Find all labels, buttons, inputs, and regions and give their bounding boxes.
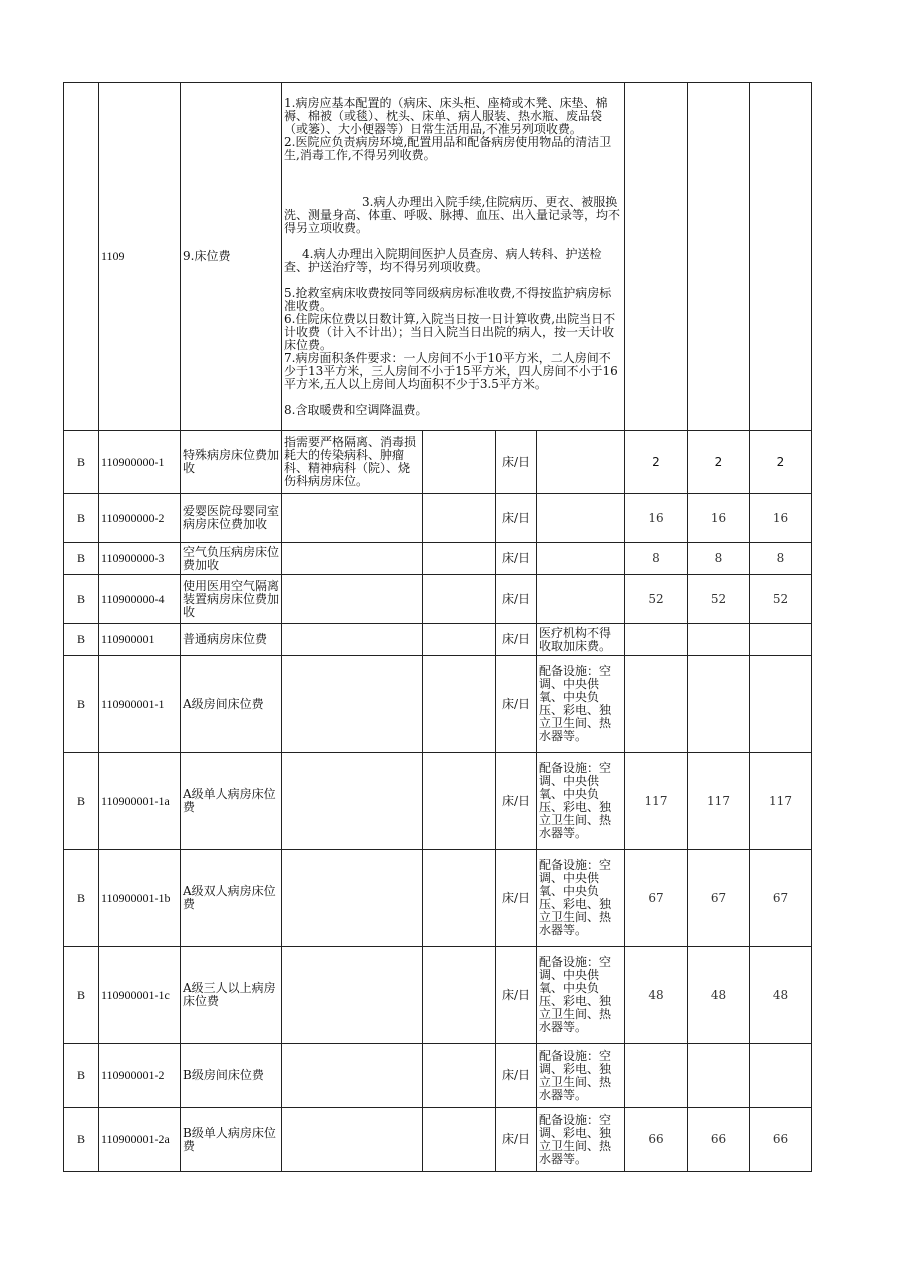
note-cell [537, 431, 625, 494]
price-tier1-cell: 67 [625, 850, 688, 947]
unit-cell: 床/日 [496, 624, 537, 656]
price-tier2-cell: 8 [688, 543, 750, 575]
class-cell: B [64, 1108, 99, 1172]
name-cell: A级三人以上病房床位费 [181, 947, 282, 1044]
table-row [64, 431, 812, 494]
unit-cell: 床/日 [496, 494, 537, 543]
price-tier1-cell: 117 [625, 753, 688, 850]
price-tier1-cell: 48 [625, 947, 688, 1044]
code-cell: 110900001-1 [99, 656, 181, 753]
note-cell [537, 543, 625, 575]
note-3: 3.病人办理出入院手续,住院病历、更衣、被服换洗、测量身高、体重、呼吸、脉搏、血压、出入量记录等，均不得另立项收费。 [284, 194, 621, 235]
blank-cell [423, 947, 496, 1044]
name-cell: A级单人病房床位费 [181, 753, 282, 850]
blank-cell [423, 1108, 496, 1172]
content-cell [282, 543, 423, 575]
price-tier2-cell: 67 [688, 850, 750, 947]
price-tier3-cell: 67 [750, 850, 812, 947]
blank-cell [423, 543, 496, 575]
content-cell: 指需要严格隔离、消毒损耗大的传染病科、肿瘤科、精神病科（院）、烧伤科病房床位。 [282, 431, 423, 494]
class-cell: B [64, 753, 99, 850]
class-cell: B [64, 947, 99, 1044]
note-2: 2.医院应负责病房环境,配置用品和配备病房使用物品的清洁卫生,消毒工作,不得另列收费。 [284, 134, 612, 162]
table-row [64, 624, 812, 656]
category-class-cell [64, 83, 99, 431]
note-cell [537, 575, 625, 624]
note-cell [537, 494, 625, 543]
note-cell: 配备设施：空调、中央供氧、中央负压、彩电、独立卫生间、热水器等。 [537, 656, 625, 753]
category-notes [282, 83, 625, 431]
note-cell: 配备设施：空调、中央供氧、中央负压、彩电、独立卫生间、热水器等。 [537, 850, 625, 947]
name-cell: 爱婴医院母婴同室病房床位费加收 [181, 494, 282, 543]
blank-cell [423, 1044, 496, 1108]
table-row [64, 753, 812, 850]
name-cell: 使用医用空气隔离装置病房床位费加收 [181, 575, 282, 624]
price-tier3-cell: 66 [750, 1108, 812, 1172]
price-cell [688, 83, 750, 431]
code-cell: 110900000-2 [99, 494, 181, 543]
price-tier3-cell: 2 [750, 431, 812, 494]
price-tier1-cell [625, 1044, 688, 1108]
table-row [64, 543, 812, 575]
price-tier1-cell: 52 [625, 575, 688, 624]
price-tier3-cell [750, 624, 812, 656]
note-cell: 配备设施：空调、彩电、独立卫生间、热水器等。 [537, 1044, 625, 1108]
note-5: 5.抢救室病床收费按同等同级病房标准收费,不得按监护病房标准收费。 [284, 285, 612, 313]
content-cell [282, 1044, 423, 1108]
class-cell: B [64, 656, 99, 753]
code-cell: 110900001-2 [99, 1044, 181, 1108]
blank-cell [423, 850, 496, 947]
table-row [64, 850, 812, 947]
price-tier2-cell: 16 [688, 494, 750, 543]
content-cell [282, 753, 423, 850]
note-cell: 配备设施：空调、彩电、独立卫生间、热水器等。 [537, 1108, 625, 1172]
price-tier3-cell [750, 656, 812, 753]
blank-cell [423, 494, 496, 543]
note-6: 6.住院床位费以日数计算,入院当日按一日计算收费,出院当日不计收费（计入不计出）；当日入院当日出院的病人，按一天计收床位费。 [284, 311, 616, 352]
unit-cell: 床/日 [496, 947, 537, 1044]
blank-cell [423, 753, 496, 850]
code-cell: 110900001 [99, 624, 181, 656]
price-tier2-cell [688, 624, 750, 656]
category-code: 1109 [99, 83, 181, 431]
price-tier2-cell [688, 656, 750, 753]
unit-cell: 床/日 [496, 1044, 537, 1108]
table-row [64, 575, 812, 624]
note-cell: 配备设施：空调、中央供氧、中央负压、彩电、独立卫生间、热水器等。 [537, 947, 625, 1044]
price-tier2-cell: 117 [688, 753, 750, 850]
content-cell [282, 494, 423, 543]
content-cell [282, 947, 423, 1044]
content-cell [282, 624, 423, 656]
code-cell: 110900001-1c [99, 947, 181, 1044]
table-row [64, 947, 812, 1044]
price-tier2-cell: 48 [688, 947, 750, 1044]
table-row [64, 1044, 812, 1108]
code-cell: 110900000-4 [99, 575, 181, 624]
price-tier1-cell [625, 656, 688, 753]
table-row [64, 494, 812, 543]
table-row [64, 1108, 812, 1172]
price-tier2-cell: 2 [688, 431, 750, 494]
unit-cell: 床/日 [496, 656, 537, 753]
code-cell: 110900001-1a [99, 753, 181, 850]
name-cell: 空气负压病房床位费加收 [181, 543, 282, 575]
price-tier2-cell [688, 1044, 750, 1108]
price-tier1-cell: 16 [625, 494, 688, 543]
content-cell [282, 656, 423, 753]
blank-cell [423, 656, 496, 753]
unit-cell: 床/日 [496, 753, 537, 850]
unit-cell: 床/日 [496, 543, 537, 575]
price-tier3-cell: 48 [750, 947, 812, 1044]
unit-cell: 床/日 [496, 1108, 537, 1172]
blank-cell [423, 575, 496, 624]
price-tier1-cell: 66 [625, 1108, 688, 1172]
content-cell [282, 850, 423, 947]
unit-cell: 床/日 [496, 850, 537, 947]
price-tier1-cell [625, 624, 688, 656]
price-tier2-cell: 52 [688, 575, 750, 624]
name-cell: B级单人病房床位费 [181, 1108, 282, 1172]
content-cell [282, 1108, 423, 1172]
content-cell [282, 575, 423, 624]
table-row [64, 656, 812, 753]
class-cell: B [64, 494, 99, 543]
fee-table [63, 82, 812, 1172]
price-cell [625, 83, 688, 431]
note-4: 4.病人办理出入院期间医护人员查房、病人转科、护送检查、护送治疗等，均不得另列项收费。 [284, 246, 602, 274]
note-cell: 医疗机构不得收取加床费。 [537, 624, 625, 656]
price-tier1-cell: 2 [625, 431, 688, 494]
price-tier1-cell: 8 [625, 543, 688, 575]
name-cell: B级房间床位费 [181, 1044, 282, 1108]
category-row [64, 83, 812, 431]
note-7: 7.病房面积条件要求：一人房间不小于10平方米，二人房间不少于13平方米，三人房间不小于15平方米，四人房间不小于16平方米,五人以上房间人均面积不少于3.5平方米。 [284, 350, 618, 391]
price-tier2-cell: 66 [688, 1108, 750, 1172]
code-cell: 110900001-2a [99, 1108, 181, 1172]
unit-cell: 床/日 [496, 431, 537, 494]
class-cell: B [64, 850, 99, 947]
note-1: 1.病房应基本配置的（病床、床头柜、座椅或木凳、床垫、棉褥、棉被（或毯）、枕头、床单、病人服装、热水瓶、废品袋（或篓）、大小便器等）日常生活用品,不准另列项收费。 [284, 95, 608, 136]
code-cell: 110900001-1b [99, 850, 181, 947]
name-cell: A级房间床位费 [181, 656, 282, 753]
blank-cell [423, 624, 496, 656]
price-tier3-cell: 52 [750, 575, 812, 624]
category-name: 9.床位费 [181, 83, 282, 431]
name-cell: A级双人病房床位费 [181, 850, 282, 947]
price-cell [750, 83, 812, 431]
note-8: 8.含取暖费和空调降温费。 [284, 402, 428, 417]
class-cell: B [64, 1044, 99, 1108]
price-tier3-cell [750, 1044, 812, 1108]
price-tier3-cell: 16 [750, 494, 812, 543]
name-cell: 普通病房床位费 [181, 624, 282, 656]
unit-cell: 床/日 [496, 575, 537, 624]
code-cell: 110900000-1 [99, 431, 181, 494]
class-cell: B [64, 431, 99, 494]
blank-cell [423, 431, 496, 494]
code-cell: 110900000-3 [99, 543, 181, 575]
note-cell: 配备设施：空调、中央供氧、中央负压、彩电、独立卫生间、热水器等。 [537, 753, 625, 850]
class-cell: B [64, 543, 99, 575]
class-cell: B [64, 624, 99, 656]
name-cell: 特殊病房床位费加收 [181, 431, 282, 494]
price-tier3-cell: 8 [750, 543, 812, 575]
price-tier3-cell: 117 [750, 753, 812, 850]
class-cell: B [64, 575, 99, 624]
